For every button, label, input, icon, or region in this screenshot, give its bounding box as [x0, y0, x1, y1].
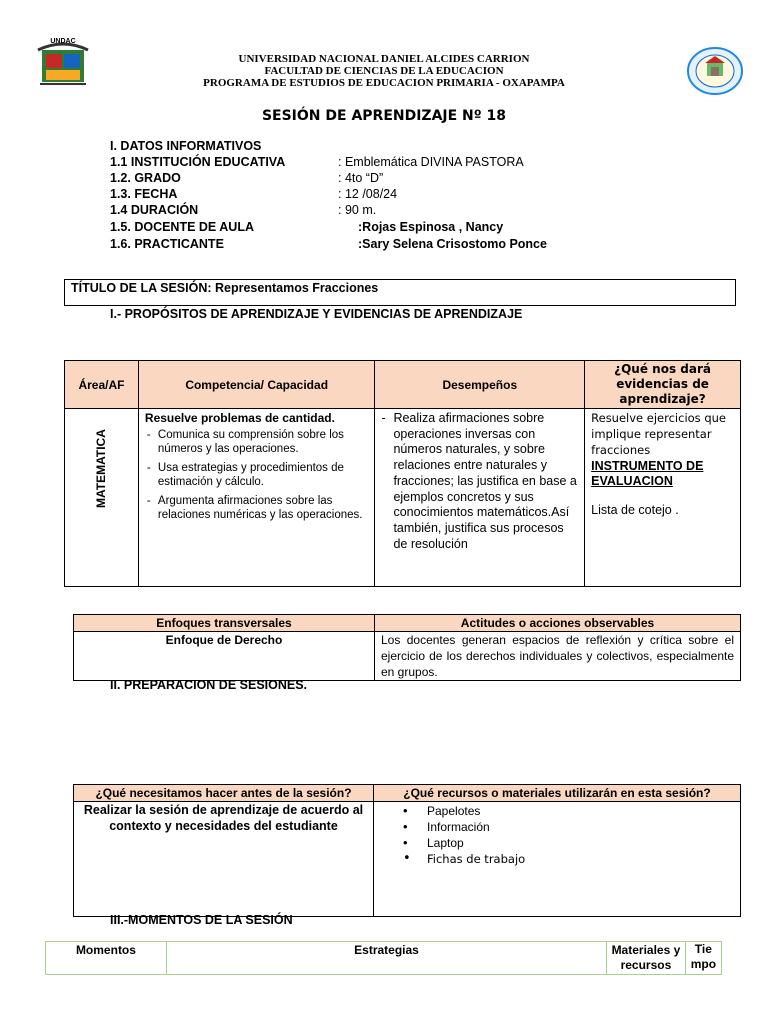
header-enfoques: Enfoques transversales: [74, 615, 375, 632]
practicante-value: :Sary Selena Crisostomo Ponce: [358, 237, 547, 251]
session-title: SESIÓN DE APRENDIZAJE Nº 18: [261, 108, 507, 124]
material-item: • Información: [427, 819, 739, 835]
material-item: • Papelotes: [427, 803, 739, 819]
momentos-heading: III.-MOMENTOS DE LA SESIÓN: [110, 913, 293, 927]
docente-value: :Rojas Espinosa , Nancy: [358, 220, 504, 234]
desempeno-cell: - Realiza afirmaciones sobre operaciones inversas con números naturales, y sobre relaciones entre naturales y fracciones; las justifica en base a ejemplos concretos y sus conocimientos matemáticos.Así también, justifica sus procesos de resolución: [375, 409, 585, 587]
titulo-sesion-box: [64, 279, 736, 306]
enfoque-cell: Enfoque de Derecho: [74, 632, 375, 681]
header-materiales: Materiales y recursos: [607, 942, 686, 975]
practicante-label: 1.6. PRACTICANTE: [110, 237, 224, 251]
momentos-table: [45, 941, 722, 975]
header-area: Área/AF: [65, 361, 139, 409]
fecha-value: : 12 /08/24: [338, 187, 398, 201]
header-recursos: ¿Qué recursos o materiales utilizarán en esta sesión?: [374, 785, 741, 802]
header-desempenos: Desempeños: [375, 361, 585, 409]
material-item: • Fichas de trabajo: [427, 851, 739, 867]
university-name: UNIVERSIDAD NACIONAL DANIEL ALCIDES CARRION: [238, 53, 530, 65]
preparacion-heading: II. PREPARACION DE SESIONES.: [110, 678, 308, 692]
institucion-value: : Emblemática DIVINA PASTORA: [338, 155, 524, 169]
datos-informativos: [110, 138, 710, 258]
antes-cell: Realizar la sesión de aprendizaje de acuerdo al contexto y necesidades del estudiante: [74, 802, 374, 917]
propositos-heading: I.- PROPÓSITOS DE APRENDIZAJE Y EVIDENCIAS DE APRENDIZAJE: [110, 307, 523, 321]
institucion-label: 1.1 INSTITUCIÓN EDUCATIVA: [110, 155, 286, 169]
enfoques-table: [73, 614, 741, 681]
material-item: • Laptop: [427, 835, 739, 851]
capacidad-item: - Usa estrategias y procedimientos de estimación y cálculo.: [145, 461, 369, 489]
preparacion-table: [73, 784, 741, 917]
desempeno-text: Realiza afirmaciones sobre operaciones inversas con números naturales, y sobre relaciones entre naturales y fracciones; las justifica en base a ejemplos concretos y sus conocimientos matemáticos.Así también, justifica sus procesos de resolución: [393, 411, 577, 551]
header-evidencias: ¿Qué nos dará evidencias de aprendizaje?: [585, 361, 741, 409]
header-estrategias: Estrategias: [166, 942, 606, 975]
actitud-cell: Los docentes generan espacios de reflexión y crítica sobre el ejercicio de los derechos individuales y colectivos, especialmente en grupos.: [375, 632, 741, 681]
titulo-sesion-label: TÍTULO DE LA SESIÓN:: [71, 281, 212, 295]
datos-heading: I. DATOS INFORMATIVOS: [110, 139, 262, 153]
evidencia-text: Resuelve ejercicios que implique representar fracciones: [591, 411, 726, 457]
header-actitudes: Actitudes o acciones observables: [375, 615, 741, 632]
faculty-name: FACULTAD DE CIENCIAS DE LA EDUCACION: [264, 65, 504, 77]
capacidades-list: [145, 428, 369, 522]
materiales-list: [375, 803, 739, 867]
fecha-label: 1.3. FECHA: [110, 187, 178, 201]
header-tiempo: Tie mpo: [685, 942, 721, 975]
left-logo-text: UNDAC: [50, 38, 76, 45]
duracion-label: 1.4 DURACIÓN: [110, 203, 199, 217]
evidencia-cell: [585, 409, 741, 587]
header-momentos: Momentos: [46, 942, 167, 975]
program-name: PROGRAMA DE ESTUDIOS DE EDUCACION PRIMARIA - OXAPAMPA: [203, 77, 565, 89]
competencia-title: Resuelve problemas de cantidad.: [144, 411, 335, 425]
area-cell: [65, 409, 139, 587]
titulo-sesion-value: Representamos Fracciones: [215, 281, 379, 295]
competencia-cell: [138, 409, 375, 587]
area-label: MATEMATICA: [94, 428, 109, 508]
header-competencia: Competencia/ Capacidad: [138, 361, 375, 409]
materiales-cell: [374, 802, 741, 917]
capacidad-item: - Argumenta afirmaciones sobre las relaciones numéricas y las operaciones.: [145, 494, 369, 522]
docente-label: 1.5. DOCENTE DE AULA: [110, 220, 255, 234]
propositos-table: [64, 360, 741, 587]
grado-value: : 4to “D”: [338, 171, 384, 185]
header-antes: ¿Qué necesitamos hacer antes de la sesión?: [74, 785, 374, 802]
instrumento-label: INSTRUMENTO DE EVALUACION: [591, 459, 704, 488]
instrumento-value: Lista de cotejo .: [591, 503, 679, 517]
grado-label: 1.2. GRADO: [110, 171, 181, 185]
duracion-value: : 90 m.: [338, 203, 377, 217]
capacidad-item: - Comunica su comprensión sobre los números y las operaciones.: [145, 428, 369, 456]
